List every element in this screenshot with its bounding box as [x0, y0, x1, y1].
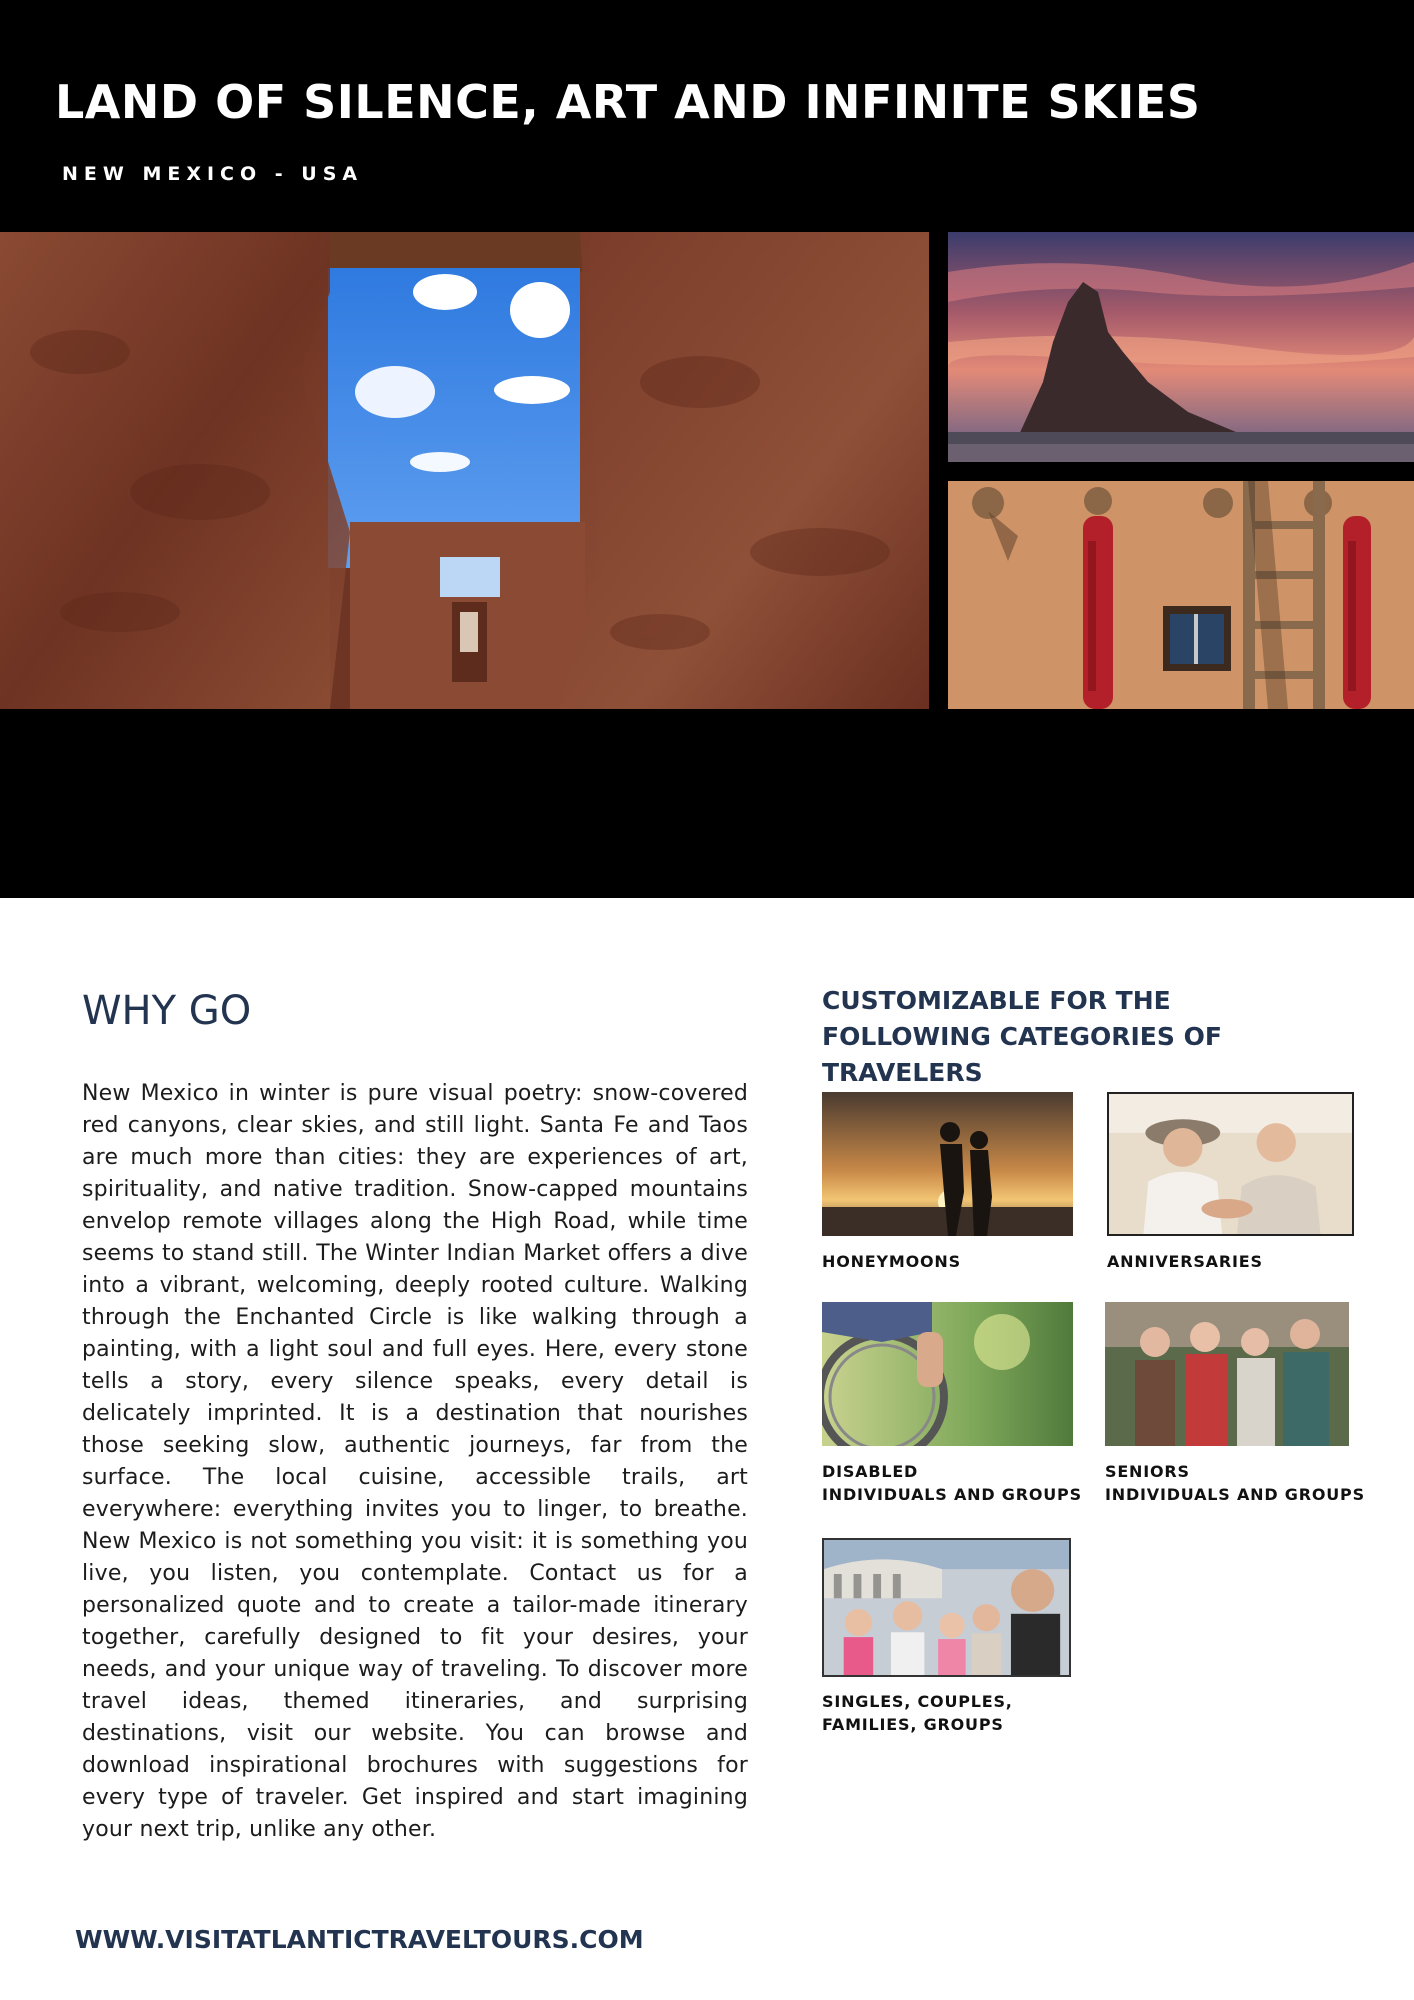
seniors-photo	[1105, 1302, 1349, 1446]
page-subtitle: NEW MEXICO - USA	[62, 163, 364, 185]
adobe-ristras-photo	[948, 481, 1414, 709]
families-photo	[822, 1538, 1071, 1677]
adobe-ruins-photo	[0, 232, 929, 709]
categories-heading: CUSTOMIZABLE FOR THE FOLLOWING CATEGORIES OF TRAVELERS	[822, 986, 1222, 1087]
category-label-seniors: SENIORS INDIVIDUALS AND GROUPS	[1105, 1462, 1365, 1504]
category-label-disabled: DISABLED INDIVIDUALS AND GROUPS	[822, 1462, 1082, 1504]
disabled-photo	[822, 1302, 1073, 1446]
hero-banner	[0, 0, 1414, 898]
page-title: LAND OF SILENCE, ART AND INFINITE SKIES	[55, 75, 1201, 129]
why-go-body: New Mexico in winter is pure visual poetry: snow-covered red canyons, clear skies, and still light. Santa Fe and Taos are much more than cities: they are experiences of art, spirituality, and native tradition. Snow-capped mountains envelop remote villages along the High Road, while time seems to stand still. The Winter Indian Market offers a dive into a vibrant, welcoming, deeply rooted culture. Walking through the Enchanted Circle is like walking through a painting, with a light soul and full eyes. Here, every stone tells a story, every silence speaks, every detail is delicately imprinted. It is a destination that nourishes those seeking slow, authentic journeys, far from the surface. The local cuisine, accessible trails, art everywhere: everything invites you to linger, to breathe. New Mexico is not something you visit: it is something you live, you listen, you contemplate. Contact us for a personalized quote and to create a tailor-made itinerary together, carefully designed to fit your desires, your needs, and your unique way of traveling. To discover more travel ideas, themed itineraries, and surprising destinations, visit our website. You can browse and download inspirational brochures with suggestions for every type of traveler. Get inspired and start imagining your next trip, unlike any other.	[82, 1081, 748, 1842]
category-label-honeymoons: HONEYMOONS	[822, 1252, 961, 1271]
category-label-anniversaries: ANNIVERSARIES	[1107, 1252, 1263, 1271]
anniversaries-photo	[1107, 1092, 1354, 1236]
why-go-heading: WHY GO	[82, 988, 252, 1034]
shiprock-photo	[948, 232, 1414, 462]
honeymoons-photo	[822, 1092, 1073, 1236]
website-link[interactable]: WWW.VISITATLANTICTRAVELTOURS.COM	[75, 1925, 644, 1954]
category-label-families: SINGLES, COUPLES, FAMILIES, GROUPS	[822, 1692, 1013, 1734]
